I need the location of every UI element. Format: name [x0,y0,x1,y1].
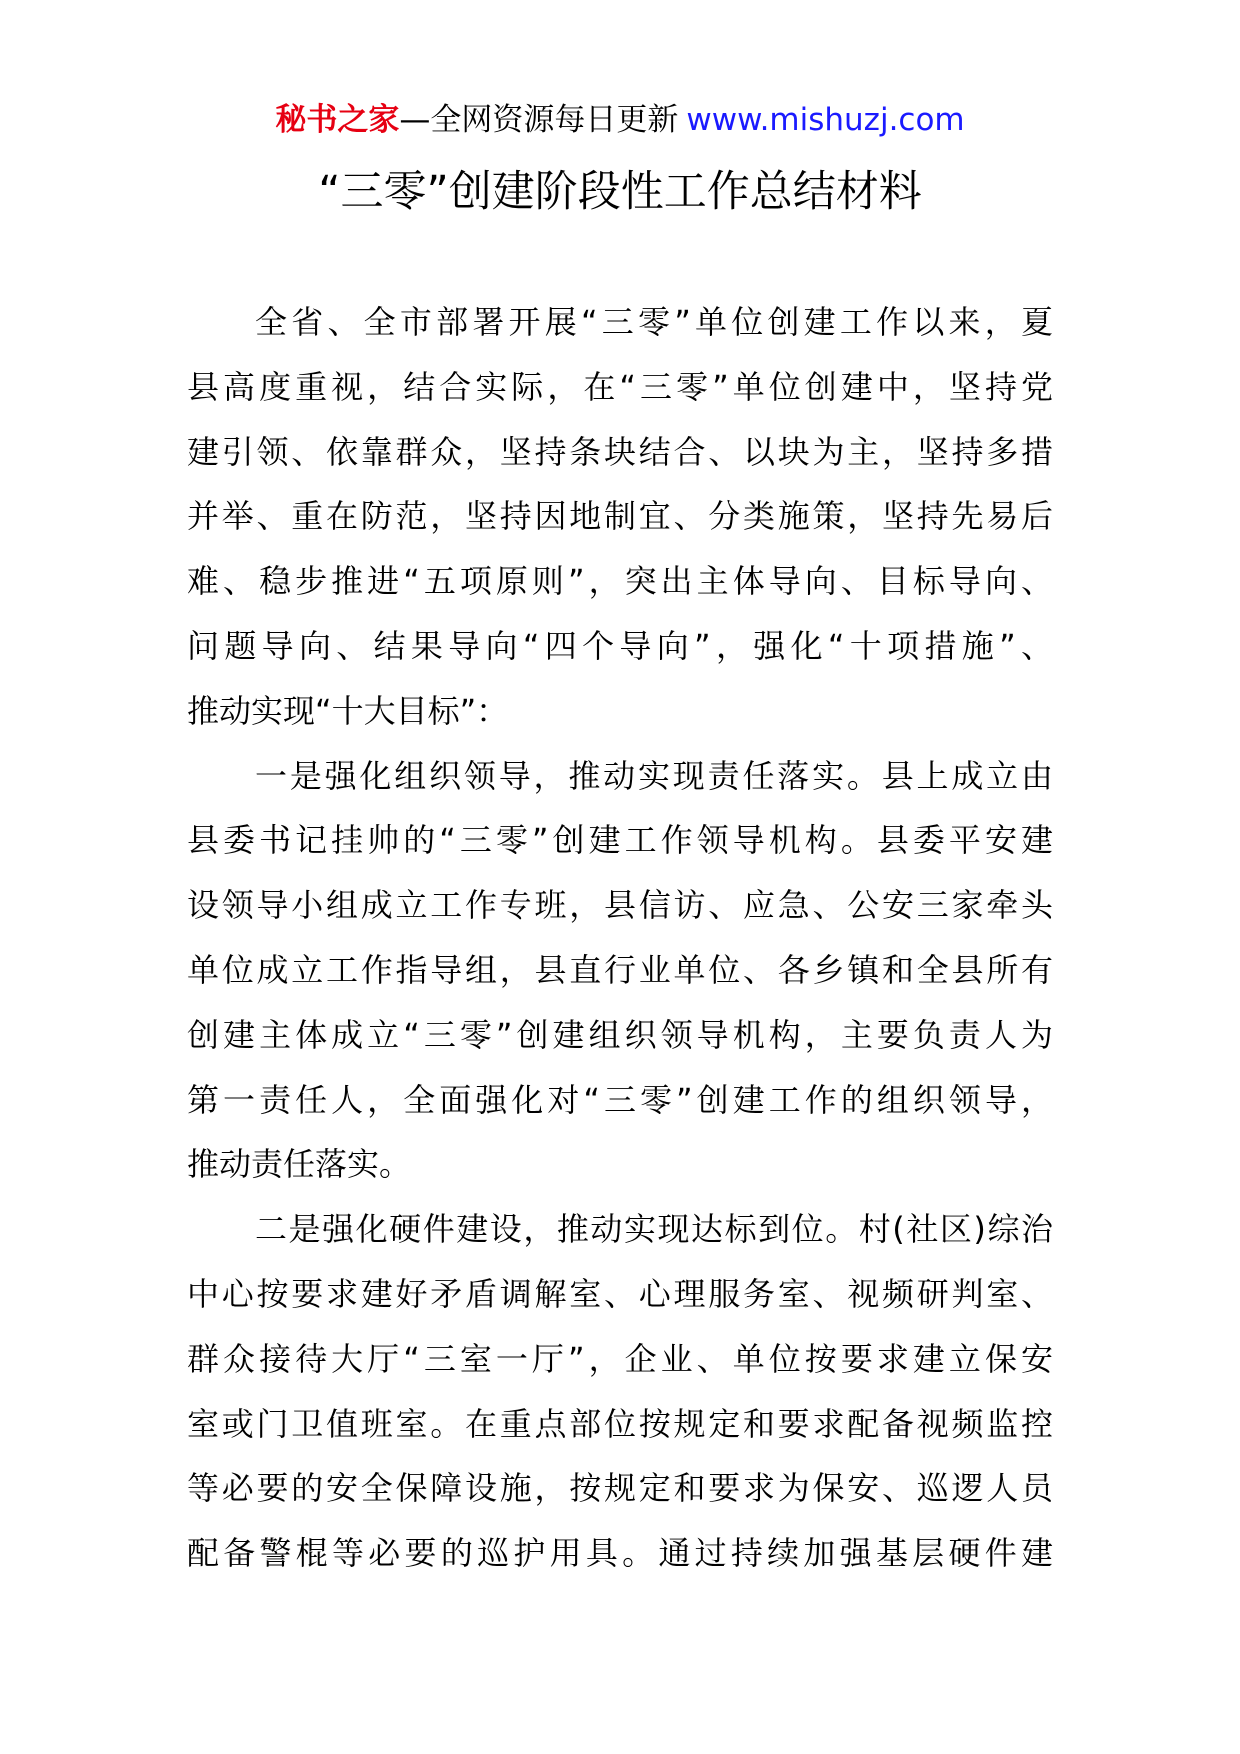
document-body [187,290,1053,1586]
text-line: 群众接待大厅“三室一厅”，企业、单位按要求建立保安 [187,1339,1053,1378]
text-line: 难、稳步推进“五项原则”，突出主体导向、目标导向、 [187,562,1053,601]
document-title: “三零”创建阶段性工作总结材料 [318,167,922,217]
header-slogan: —全网资源每日更新 [399,102,679,138]
text-line: 单位成立工作指导组，县直行业单位、各乡镇和全县所有 [187,950,1053,989]
site-header [0,100,1240,140]
text-line: 推动责任落实。 [187,1145,412,1184]
text-line: 二是强化硬件建设，推动实现达标到位。村(社区)综治 [255,1210,1053,1249]
site-url: www.mishuzj.com [686,102,965,138]
text-line: 配备警棍等必要的巡护用具。通过持续加强基层硬件建 [187,1534,1053,1573]
text-line: 县高度重视，结合实际，在“三零”单位创建中，坚持党 [187,367,1053,406]
text-line: 中心按要求建好矛盾调解室、心理服务室、视频研判室、 [187,1274,1053,1313]
text-line: 等必要的安全保障设施，按规定和要求为保安、巡逻人员 [187,1469,1053,1508]
text-line: 推动实现“十大目标”： [187,691,509,730]
text-line: 室或门卫值班室。在重点部位按规定和要求配备视频监控 [187,1404,1053,1443]
text-line: 并举、重在防范，坚持因地制宜、分类施策，坚持先易后 [187,497,1053,536]
text-line: 县委书记挂帅的“三零”创建工作领导机构。县委平安建 [187,821,1053,860]
text-line: 设领导小组成立工作专班，县信访、应急、公安三家牵头 [187,886,1053,925]
text-line: 建引领、依靠群众，坚持条块结合、以块为主，坚持多措 [187,432,1053,471]
text-line: 第一责任人，全面强化对“三零”创建工作的组织领导， [187,1080,1053,1119]
text-line: 问题导向、结果导向“四个导向”，强化“十项措施”、 [187,626,1053,665]
brand-name: 秘书之家 [275,102,400,138]
text-line: 创建主体成立“三零”创建组织领导机构，主要负责人为 [187,1015,1053,1054]
text-line: 一是强化组织领导，推动实现责任落实。县上成立由 [255,756,1053,795]
text-line: 全省、全市部署开展“三零”单位创建工作以来，夏 [255,303,1053,341]
